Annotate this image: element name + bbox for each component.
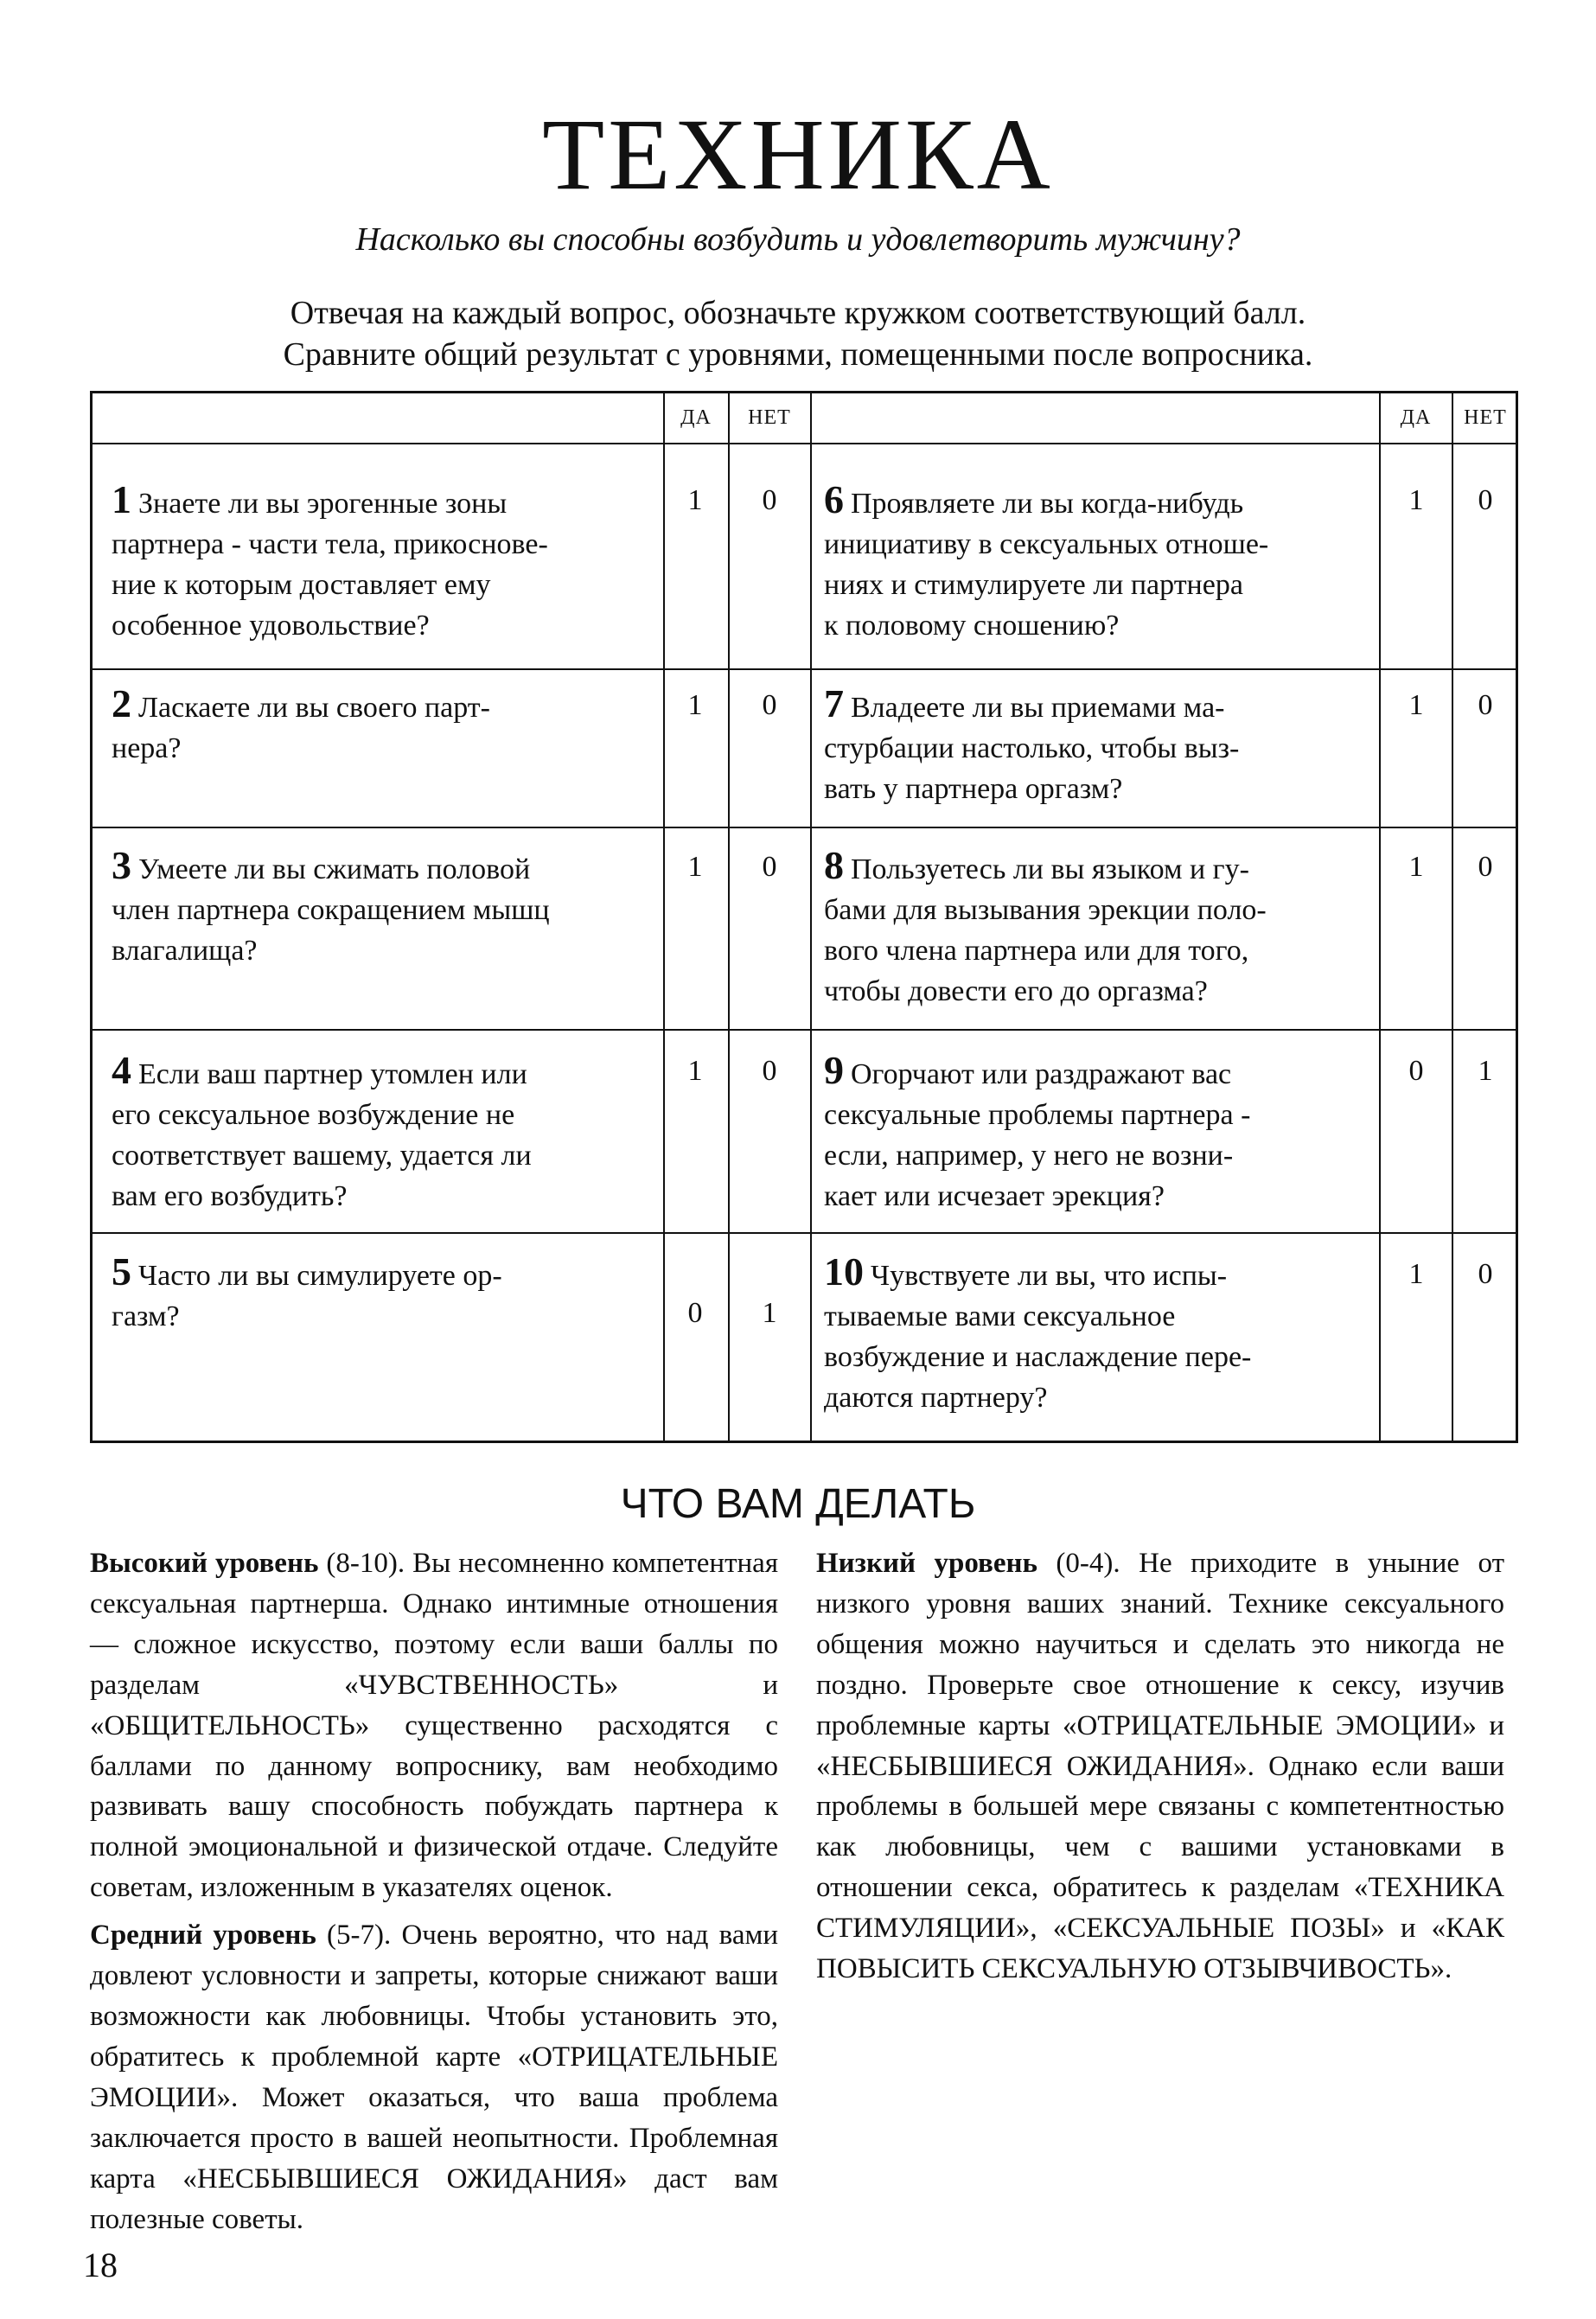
no-score: 0: [1478, 484, 1493, 516]
question-1: 1 Знаете ли вы эрогенные зоны партнера - части тела, прикоснове- ние к которым доставляет ему особенное удовольствие?: [112, 477, 548, 642]
mid-level-paragraph: Средний уровень (5-7). Очень вероятно, что над вами довлеют условности и запреты, которые снижают ваши возможности как любовницы. Чтобы установить это, обратитесь к проблемной карте «ОТРИЦАТЕЛЬНЫЕ ЭМОЦИИ». Может оказаться, что ваша проблема заключается просто в вашей неопытности. Проблемная карта «НЕСБЫВШИЕСЯ ОЖИДАНИЯ» даст вам полезные советы.: [90, 1920, 779, 2235]
no-column-header: НЕТ: [748, 406, 791, 429]
question-2: 2 Ласкаете ли вы своего парт- нера?: [112, 681, 490, 764]
question-6: 6 Проявляете ли вы когда-нибудь инициативу в сексуальных отноше- ниях и стимулируете ли партнера к половому сношению?: [824, 477, 1269, 642]
question-10: 10 Чувствуете ли вы, что испы- тываемые вами сексуальное возбуждение и наслаждение пере- даются партнеру?: [824, 1249, 1252, 1414]
no-score: 0: [762, 1055, 777, 1087]
yes-score: 1: [687, 484, 703, 516]
yes-column-header: ДА: [680, 406, 712, 429]
section-heading: ЧТО ВАМ ДЕЛАТЬ: [620, 1481, 976, 1527]
question-number: 3: [112, 843, 131, 887]
table-divider: [93, 1029, 1516, 1031]
no-score: 1: [762, 1297, 777, 1329]
question-number: 1: [112, 477, 131, 521]
table-divider: [728, 393, 730, 1441]
no-score: 1: [1478, 1055, 1493, 1087]
question-number: 4: [112, 1048, 131, 1092]
question-3: 3 Умеете ли вы сжимать половой член партнера сокращением мышц влагалища?: [112, 843, 550, 967]
level-label: Средний уровень: [90, 1920, 316, 1952]
yes-score: 0: [1408, 1055, 1424, 1087]
table-divider: [93, 1232, 1516, 1234]
no-column-header: НЕТ: [1464, 406, 1507, 429]
table-divider: [810, 393, 812, 1441]
level-label: Высокий уровень: [90, 1548, 319, 1579]
page-title: ТЕХНИКА: [542, 98, 1054, 211]
table-divider: [663, 393, 665, 1441]
yes-score: 1: [687, 1055, 703, 1087]
table-divider: [93, 443, 1516, 444]
page-subtitle: Насколько вы способны возбудить и удовлетворить мужчину?: [355, 221, 1241, 258]
instructions-line: Отвечая на каждый вопрос, обозначьте кружком соответствующий балл.: [290, 295, 1306, 331]
question-number: 5: [112, 1249, 131, 1294]
advice-column-right: [816, 1543, 1504, 1990]
yes-score: 1: [1408, 484, 1424, 516]
instructions: [0, 292, 1596, 375]
table-divider: [1379, 393, 1381, 1441]
table-divider: [93, 668, 1516, 670]
question-number: 8: [824, 843, 844, 887]
question-number: 6: [824, 477, 844, 521]
questionnaire-table: [90, 391, 1518, 1443]
advice-column-left: [90, 1543, 778, 2239]
no-score: 0: [762, 689, 777, 721]
question-8: 8 Пользуетесь ли вы языком и гу- бами для вызывания эрекции поло- вого члена партнера или для того, чтобы довести его до оргазма?: [824, 843, 1267, 1007]
no-score: 0: [1478, 851, 1493, 883]
table-divider: [93, 827, 1516, 828]
low-level-paragraph: Низкий уровень (0-4). Не приходите в уныние от низкого уровня ваших знаний. Технике сексуального общения можно научиться и сделать это никогда не поздно. Проверьте свое отношение к сексу, изучив проблемные карты «ОТРИЦАТЕЛЬНЫЕ ЭМОЦИИ» и «НЕСБЫВШИЕСЯ ОЖИДАНИЯ». Однако если ваши проблемы в большей мере связаны с компетентностью как любовницы, чем с вашими установками в отношении секса, обратитесь к разделам «ТЕХНИКА СТИМУЛЯЦИИ», «СЕКСУАЛЬНЫЕ ПОЗЫ» и «КАК ПОВЫСИТЬ СЕКСУАЛЬНУЮ ОТЗЫВЧИВОСТЬ».: [816, 1548, 1505, 1985]
yes-score: 1: [1408, 689, 1424, 721]
page-number: 18: [83, 2246, 118, 2284]
question-7: 7 Владеете ли вы приемами ма- стурбации настолько, чтобы выз- вать у партнера оргазм?: [824, 681, 1240, 805]
yes-score: 1: [1408, 1258, 1424, 1290]
question-5: 5 Часто ли вы симулируете ор- газм?: [112, 1249, 502, 1332]
question-number: 7: [824, 681, 844, 725]
yes-column-header: ДА: [1400, 406, 1432, 429]
no-score: 0: [1478, 689, 1493, 721]
question-number: 9: [824, 1048, 844, 1092]
high-level-paragraph: Высокий уровень (8-10). Вы несомненно компетентная сексуальная партнерша. Однако интимные отношения — сложное искусство, поэтому если ваши баллы по разделам «ЧУВСТВЕННОСТЬ» и «ОБЩИТЕЛЬНОСТЬ» существенно расходятся с баллами по данному вопроснику, вам необходимо развивать вашу способность побуждать партнера к полной эмоциональной и физической отдаче. Следуйте советам, изложенным в указателях оценок.: [90, 1548, 778, 1904]
yes-score: 0: [687, 1297, 703, 1329]
instructions-line: Сравните общий результат с уровнями, помещенными после вопросника.: [283, 336, 1313, 373]
question-4: 4 Если ваш партнер утомлен или его сексуальное возбуждение не соответствует вашему, удается ли вам его возбудить?: [112, 1048, 532, 1212]
question-number: 10: [824, 1249, 864, 1294]
question-9: 9 Огорчают или раздражают вас сексуальные проблемы партнера - если, например, у него не возни- кает или исчезает эрекция?: [824, 1048, 1251, 1212]
no-score: 0: [1478, 1258, 1493, 1290]
yes-score: 1: [687, 689, 703, 721]
question-number: 2: [112, 681, 131, 725]
yes-score: 1: [1408, 851, 1424, 883]
table-divider: [1452, 393, 1453, 1441]
yes-score: 1: [687, 851, 703, 883]
no-score: 0: [762, 484, 777, 516]
level-label: Низкий уровень: [816, 1548, 1037, 1579]
no-score: 0: [762, 851, 777, 883]
